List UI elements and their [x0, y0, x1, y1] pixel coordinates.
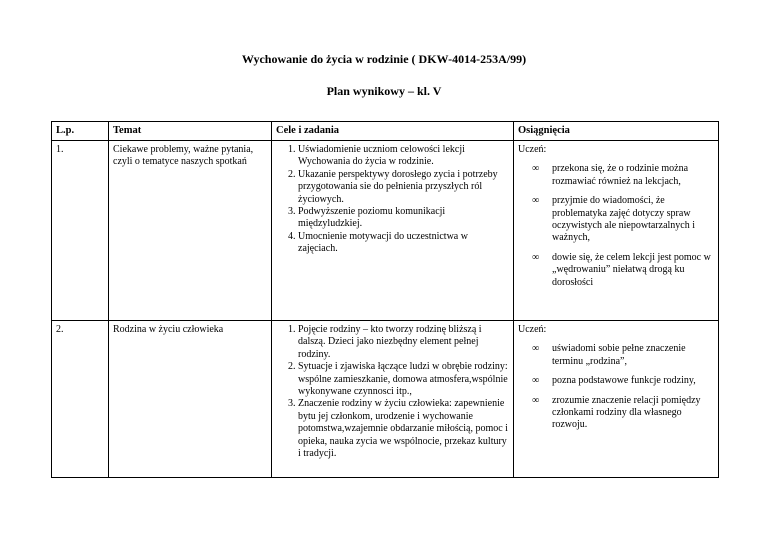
cell-osiagniecia [514, 141, 719, 321]
infinity-bullet-icon: ∞ [532, 394, 540, 406]
infinity-bullet-icon: ∞ [532, 163, 540, 175]
osiagniecia-list [518, 343, 714, 431]
list-item [518, 252, 714, 289]
table-row [52, 321, 719, 478]
infinity-bullet-icon: ∞ [532, 195, 540, 207]
cell-osiagniecia [514, 321, 719, 478]
cell-temat: Ciekawe problemy, ważne pytania, czyli o tematyce naszych spotkań [109, 141, 272, 321]
header-lp: L.p. [52, 122, 109, 141]
document-title: Wychowanie do życia w rodzinie ( DKW-4014-253A/99) [241, 52, 527, 66]
list-item [518, 163, 714, 188]
list-item: 2. Ukazanie perspektywy dorosłego zycia i potrzeby przygotowania sie do pełnienia przyszłych ról życiowych. [298, 169, 509, 206]
cell-cele [272, 141, 514, 321]
list-item-text: pozna podstawowe funkcje rodziny, [552, 375, 696, 387]
list-item [518, 343, 714, 368]
list-item-text: przyjmie do wiadomości, że problematyka zajęć dotyczy spraw oczywistych ale niepowtarzalnych i ważnych, [552, 195, 695, 244]
list-item-text: zrozumie znaczenie relacji pomiędzy członkami rodziny dla własnego rozwoju. [552, 394, 701, 431]
list-item [518, 195, 714, 245]
infinity-bullet-icon: ∞ [532, 375, 540, 387]
osiagniecia-intro: Uczeń: [518, 324, 547, 335]
list-item: 2. Sytuacje i zjawiska łączące ludzi w obrębie rodziny: wspólne zamieszkanie, domowa atmosfera,wspólnie wykonywane czynnosci itp., [298, 361, 509, 398]
list-item-text: dowie się, że celem lekcji jest pomoc w „wędrowaniu” niełatwą drogą ku dorosłości [552, 251, 711, 288]
cele-list [276, 324, 509, 460]
list-item-text: przekona się, że o rodzinie można rozmawiać również na lekcjach, [552, 163, 689, 187]
cele-list [276, 144, 509, 256]
list-item: 4. Umocnienie motywacji do uczestnictwa w zajęciach. [298, 231, 509, 256]
table-header-row [52, 122, 719, 141]
cell-lp: 2. [52, 321, 109, 478]
list-item [518, 375, 714, 387]
list-item: 1. Uświadomienie uczniom celowości lekcji Wychowania do życia w rodzinie. [298, 144, 509, 169]
cell-temat: Rodzina w życiu człowieka [109, 321, 272, 478]
cell-cele [272, 321, 514, 478]
header-temat: Temat [109, 122, 272, 141]
osiagniecia-list [518, 163, 714, 289]
header-osiagniecia: Osiągnięcia [514, 122, 719, 141]
cell-lp: 1. [52, 141, 109, 321]
osiagniecia-intro: Uczeń: [518, 144, 547, 155]
plan-table [51, 121, 719, 478]
list-item: 3. Znaczenie rodziny w życiu człowieka: zapewnienie bytu jej członkom, urodzenie i wychowanie potomstwa,wzajemnie obdarzanie miłością, pomoc i opieka, nauka zycia we wspólnocie, przekaz kultury i tradycji. [298, 398, 509, 460]
list-item [518, 395, 714, 432]
table-row [52, 141, 719, 321]
document-subtitle: Plan wynikowy – kl. V [326, 84, 442, 98]
infinity-bullet-icon: ∞ [532, 251, 540, 263]
list-item-text: uświadomi sobie pełne znaczenie terminu „rodzina”, [552, 343, 686, 367]
header-cele: Cele i zadania [272, 122, 514, 141]
list-item: 3. Podwyższenie poziomu komunikacji międzyludzkiej. [298, 206, 509, 231]
list-item: 1. Pojęcie rodziny – kto tworzy rodzinę bliższą i dalszą. Dzieci jako niezbędny element pełnej rodziny. [298, 324, 509, 361]
infinity-bullet-icon: ∞ [532, 343, 540, 355]
